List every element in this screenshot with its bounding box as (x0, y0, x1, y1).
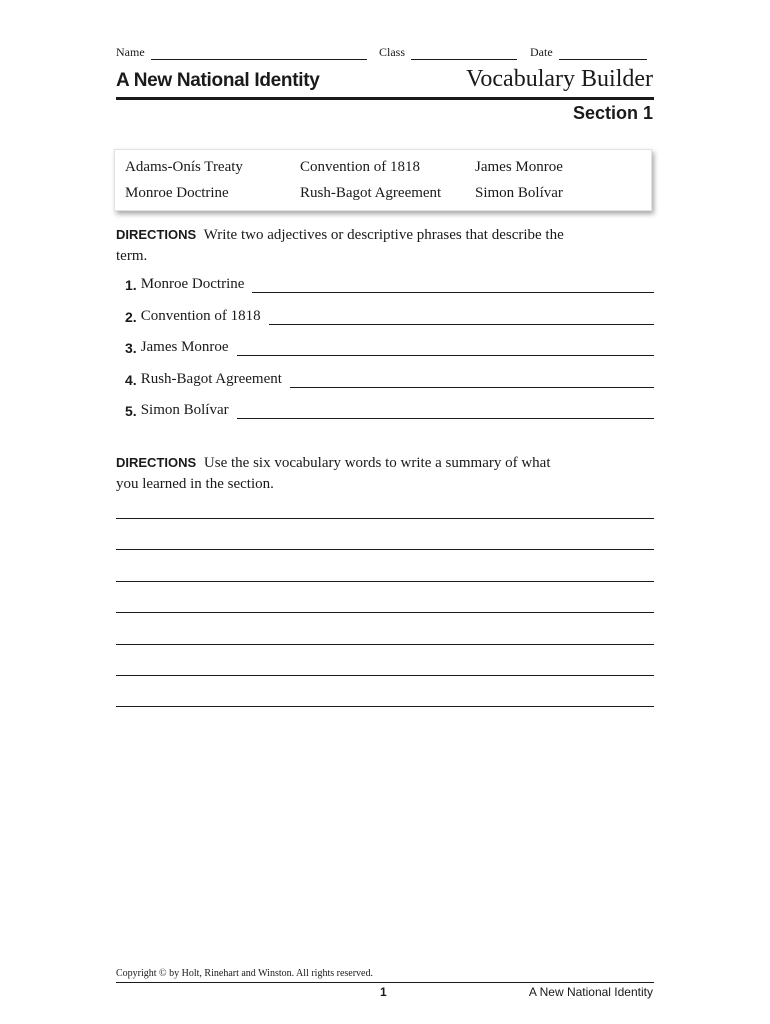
vocab-term: Simon Bolívar (475, 185, 563, 201)
answer-line[interactable] (237, 341, 654, 356)
summary-line[interactable] (116, 581, 654, 582)
summary-line[interactable] (116, 612, 654, 613)
question-item (125, 308, 654, 325)
directions-text: Write two adjectives or descriptive phrases that describe the term. (116, 227, 564, 264)
date-label: Date (530, 45, 553, 59)
summary-line[interactable] (116, 549, 654, 550)
directions-2 (116, 452, 576, 495)
question-item (125, 276, 654, 293)
section-label: Section 1 (572, 103, 653, 123)
question-item (125, 402, 654, 419)
class-label: Class (379, 45, 406, 59)
summary-line[interactable] (116, 644, 654, 645)
item-term: Simon Bolívar (140, 402, 229, 418)
date-line[interactable] (559, 47, 647, 60)
vocab-term: Rush-Bagot Agreement (300, 185, 442, 201)
vocab-term: James Monroe (475, 159, 563, 175)
answer-line[interactable] (290, 373, 654, 388)
vocab-term: Convention of 1818 (300, 159, 420, 175)
summary-line[interactable] (116, 675, 654, 676)
directions-label: DIRECTIONS (116, 227, 197, 242)
summary-line[interactable] (116, 706, 654, 707)
item-number: 1. (125, 277, 137, 293)
copyright-notice: Copyright © by Holt, Rinehart and Winston. All rights reserved. (116, 968, 373, 979)
item-number: 2. (125, 309, 137, 325)
item-number: 5. (125, 403, 137, 419)
item-number: 3. (125, 340, 137, 356)
item-term: Monroe Doctrine (140, 276, 245, 292)
vocabulary-box (114, 149, 652, 211)
item-number: 4. (125, 372, 137, 388)
vocab-term: Adams-Onís Treaty (125, 159, 243, 175)
class-field (379, 45, 517, 60)
answer-line[interactable] (269, 310, 654, 325)
name-label: Name (116, 45, 145, 59)
title-rule (116, 97, 654, 100)
directions-1 (116, 224, 576, 267)
summary-line[interactable] (116, 518, 654, 519)
name-field (116, 45, 367, 60)
question-item (125, 339, 654, 356)
item-term: Convention of 1818 (140, 308, 261, 324)
item-term: James Monroe (140, 339, 229, 355)
page-number: 1 (380, 985, 387, 999)
vocab-term: Monroe Doctrine (125, 185, 229, 201)
question-item (125, 371, 654, 388)
item-term: Rush-Bagot Agreement (140, 371, 282, 387)
answer-line[interactable] (237, 404, 654, 419)
answer-line[interactable] (252, 278, 654, 293)
footer-rule (116, 982, 654, 983)
directions-text: Use the six vocabulary words to write a summary of what you learned in the section. (116, 455, 551, 492)
directions-label: DIRECTIONS (116, 455, 197, 470)
footer-title: A New National Identity (528, 985, 653, 999)
name-line[interactable] (151, 47, 367, 60)
worksheet-title: Vocabulary Builder (466, 66, 653, 92)
date-field (530, 45, 647, 60)
chapter-title: A New National Identity (116, 70, 320, 91)
class-line[interactable] (411, 47, 517, 60)
